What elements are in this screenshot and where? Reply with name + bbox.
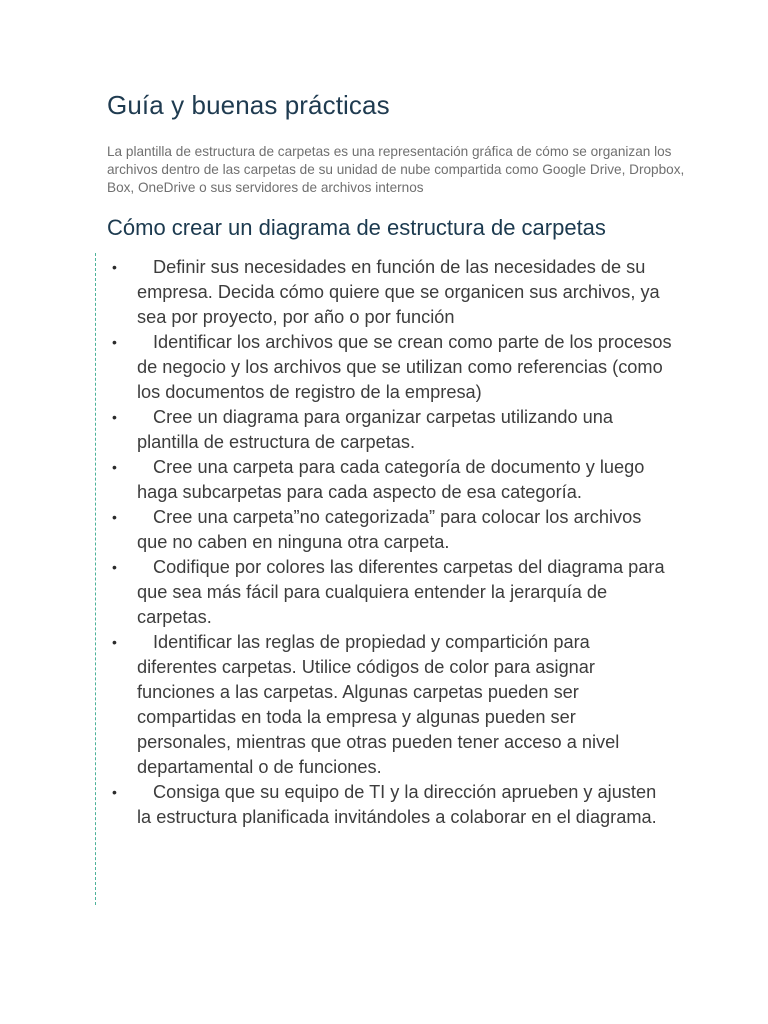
- bullet-icon: •: [112, 634, 117, 650]
- page-title: Guía y buenas prácticas: [107, 90, 390, 120]
- list-item: [112, 255, 672, 330]
- list-item-text: Consiga que su equipo de TI y la dirección aprueben y ajusten la estructura planificada invitándoles a colaborar en el diagrama.: [137, 782, 657, 827]
- dashed-margin-rule: [95, 253, 96, 905]
- list-item-text: Identificar los archivos que se crean como parte de los procesos de negocio y los archivos que se utilizan como referencias (como los documentos de registro de la empresa): [137, 332, 672, 402]
- list-item: [112, 780, 672, 830]
- bullet-list: [112, 255, 672, 830]
- list-item-text: Definir sus necesidades en función de las necesidades de su empresa. Decida cómo quiere que se organicen sus archivos, ya sea por proyecto, por año o por función: [137, 257, 660, 327]
- bullet-icon: •: [112, 559, 117, 575]
- bullet-icon: •: [112, 409, 117, 425]
- intro-paragraph: La plantilla de estructura de carpetas es una representación gráfica de cómo se organizan los archivos dentro de las carpetas de su unidad de nube compartida como Google Drive, Dropbox, Box, OneDrive o sus servidores de archivos internos: [107, 144, 685, 195]
- list-item: [112, 555, 672, 630]
- list-item: [112, 405, 672, 455]
- section-heading: Cómo crear un diagrama de estructura de carpetas: [107, 215, 606, 240]
- list-item-text: Cree un diagrama para organizar carpetas utilizando una plantilla de estructura de carpetas.: [137, 407, 614, 452]
- list-item-text: Cree una carpeta para cada categoría de documento y luego haga subcarpetas para cada aspecto de esa categoría.: [137, 457, 645, 502]
- bullet-icon: •: [112, 259, 117, 275]
- bullet-icon: •: [112, 509, 117, 525]
- list-item-text: Codifique por colores las diferentes carpetas del diagrama para que sea más fácil para cualquiera entender la jerarquía de carpetas.: [137, 557, 665, 627]
- list-item: [112, 330, 672, 405]
- list-item: [112, 630, 672, 780]
- bullet-icon: •: [112, 334, 117, 350]
- list-item: [112, 505, 672, 555]
- list-item-text: Cree una carpeta”no categorizada” para colocar los archivos que no caben en ninguna otra carpeta.: [137, 507, 642, 552]
- bullet-icon: •: [112, 459, 117, 475]
- list-item: [112, 455, 672, 505]
- bullet-icon: •: [112, 784, 117, 800]
- list-item-text: Identificar las reglas de propiedad y compartición para diferentes carpetas. Utilice códigos de color para asignar funciones a las carpetas. Algunas carpetas pueden ser compartidas en toda la empresa y algunas pueden ser personales, mientras que otras pueden tener acceso a nivel departamental o de funciones.: [137, 632, 620, 777]
